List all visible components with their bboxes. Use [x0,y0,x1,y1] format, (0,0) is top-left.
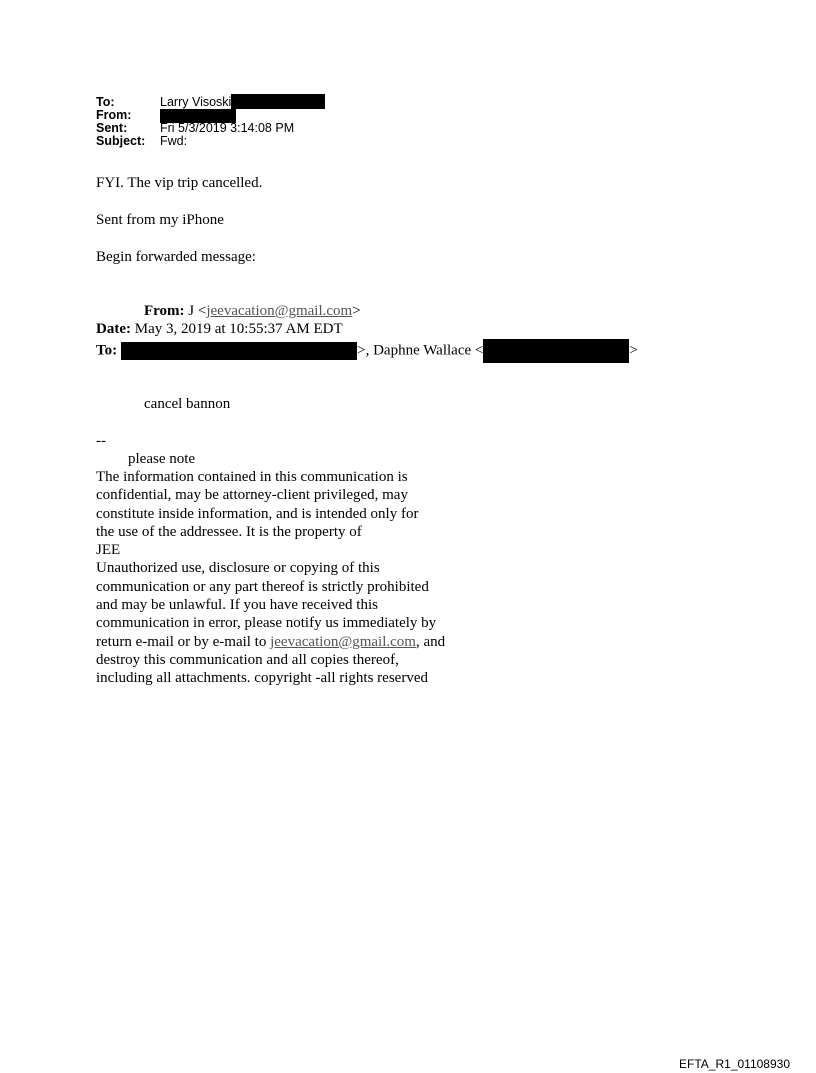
disclaimer-line: confidential, may be attorney-client privileged, may [96,487,408,504]
from-label: From: [96,108,132,122]
disclaimer-line: The information contained in this communication is [96,469,408,485]
disclaimer-line: communication in error, please notify us immediately by [96,615,437,632]
disclaimer-email-link[interactable]: jeevacation@gmail.com [270,633,416,650]
signature-note: please note [128,451,196,467]
forwarded-date-value: May 3, 2019 at 10:55:37 AM EDT [134,321,343,337]
subject-value: Fwd: [160,134,188,148]
forwarded-to-label: To: [96,342,118,359]
forwarded-from-line: From: J <jeevacation@gmail.com> [144,303,361,319]
disclaimer-line: JEE [96,542,121,559]
disclaimer-line: destroy this communication and all copies thereof, [96,651,399,668]
forwarded-date-line [96,320,343,338]
forwarded-to-recipient: >, Daphne Wallace < [357,342,484,359]
forwarded-from-label: From: [144,303,185,319]
disclaimer-line: including all attachments. copyright -all rights reserved [96,670,428,687]
disclaimer-line: the use of the addressee. It is the property of [96,523,362,540]
disclaimer-line: and may be unlawful. If you have received this [96,597,378,614]
forwarded-to-line: To: >, Daphne Wallace < > [96,339,638,363]
confidentiality-disclaimer [96,468,445,688]
forwarded-date-label: Date: [96,321,131,337]
redaction-box [483,339,629,363]
redaction-box [121,342,357,360]
sent-label: Sent: [96,121,128,135]
forwarded-message-text: cancel bannon [144,396,231,412]
to-label: To: [96,95,115,109]
document-id: EFTA_R1_01108930 [679,1057,790,1071]
to-value: Larry Visoski [160,95,232,109]
body-line-fyi: FYI. The vip trip cancelled. [96,175,263,191]
signature-dashes: -- [96,433,106,449]
disclaimer-line: communication or any part thereof is strictly prohibited [96,578,429,595]
subject-label: Subject: [96,134,146,148]
disclaimer-line: Unauthorized use, disclosure or copying of this [96,560,380,577]
forwarded-from-email-link[interactable]: jeevacation@gmail.com [206,303,353,319]
forwarded-from-name: J < [188,303,207,319]
sent-value: Fri 5/3/2019 3:14:08 PM [160,121,295,135]
body-line-begin-forwarded: Begin forwarded message: [96,249,256,265]
disclaimer-line: return e-mail or by e-mail to jeevacation@gmail.com, and [96,633,446,650]
body-line-sent-from: Sent from my iPhone [96,212,224,228]
disclaimer-line: constitute inside information, and is intended only for [96,505,419,522]
redaction-box [231,94,325,109]
